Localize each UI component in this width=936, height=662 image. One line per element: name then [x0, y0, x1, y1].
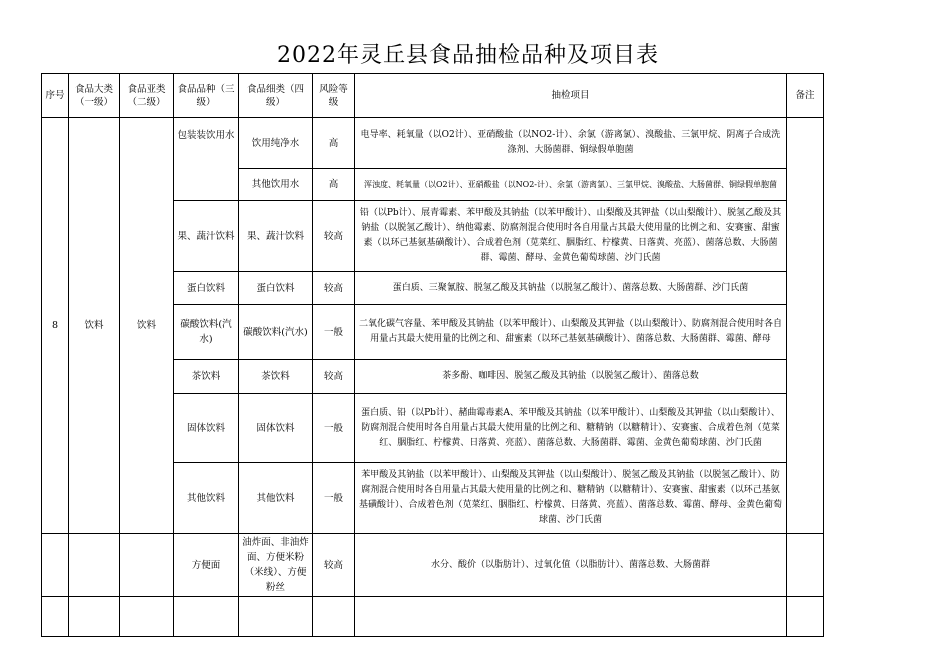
items-cell: 蛋白质、三聚氰胺、脱氢乙酸及其钠盐（以脱氢乙酸计）、菌落总数、大肠菌群、沙门氏菌 — [355, 272, 787, 305]
items-cell: 水分、酸价（以脂肪计）、过氧化值（以脂肪计）、菌落总数、大肠菌群 — [355, 534, 787, 597]
cat3-cell: 其他饮料 — [174, 463, 239, 534]
header-risk: 风险等级 — [313, 74, 355, 118]
items-cell: 茶多酚、咖啡因、脱氢乙酸及其钠盐（以脱氢乙酸计）、菌落总数 — [355, 360, 787, 394]
cat4-cell: 茶饮料 — [239, 360, 313, 394]
cat3-cell: 果、蔬汁饮料 — [174, 201, 239, 272]
cat3-cell — [174, 597, 239, 637]
risk-cell: 较高 — [313, 272, 355, 305]
cat1-cell: 饮料 — [69, 118, 120, 534]
items-cell: 浑浊度、耗氧量（以O2计）、亚硝酸盐（以NO2-计）、余氯（游离氯）、三氯甲烷、溴酸盐、大肠菌群、铜绿假单胞菌 — [355, 169, 787, 201]
items-cell: 铅（以Pb计）、展青霉素、苯甲酸及其钠盐（以苯甲酸计）、山梨酸及其钾盐（以山梨酸计）、脱氢乙酸及其钠盐（以脱氢乙酸计）、纳他霉素、防腐剂混合使用时各自用量占其最大使用量的比例之和、安赛蜜、甜蜜素（以环己基氨基磺酸计）、合成着色剂（苋菜红、胭脂红、柠檬黄、日落黄、亮蓝）、菌落总数、大肠菌群、霉菌、酵母、金黄色葡萄球菌、沙门氏菌 — [355, 201, 787, 272]
cat2-cell: 饮料 — [120, 118, 174, 534]
inspection-table — [41, 73, 824, 637]
cat4-cell: 饮用纯净水 — [239, 118, 313, 169]
cat4-cell: 其他饮用水 — [239, 169, 313, 201]
items-cell: 蛋白质、铅（以Pb计）、赭曲霉毒素A、苯甲酸及其钠盐（以苯甲酸计）、山梨酸及其钾盐（以山梨酸计）、防腐剂混合使用时各自用量占其最大使用量的比例之和、糖精钠（以糖精计）、安赛蜜、合成着色剂（苋菜红、胭脂红、柠檬黄、日落黄、亮蓝）、菌落总数、大肠菌群、霉菌、金黄色葡萄球菌、沙门氏菌 — [355, 394, 787, 463]
header-seq: 序号 — [42, 74, 69, 118]
header-cat3: 食品品种（三级） — [174, 74, 239, 118]
risk-cell: 较高 — [313, 534, 355, 597]
table-row — [42, 534, 824, 597]
header-row — [42, 74, 824, 118]
items-cell: 二氧化碳气容量、苯甲酸及其钠盐（以苯甲酸计）、山梨酸及其钾盐（以山梨酸计）、防腐剂混合使用时各自用量占其最大使用量的比例之和、甜蜜素（以环己基氨基磺酸计）、菌落总数、大肠菌群、霉菌、酵母 — [355, 305, 787, 360]
header-note: 备注 — [787, 74, 824, 118]
risk-cell: 高 — [313, 169, 355, 201]
cat1-cell — [69, 534, 120, 597]
cat4-cell: 碳酸饮料(汽水) — [239, 305, 313, 360]
cat4-cell: 果、蔬汁饮料 — [239, 201, 313, 272]
risk-cell: 较高 — [313, 201, 355, 272]
header-cat2: 食品亚类（二级） — [120, 74, 174, 118]
cat3-cell: 蛋白饮料 — [174, 272, 239, 305]
items-cell — [355, 597, 787, 637]
risk-cell: 一般 — [313, 394, 355, 463]
cat1-cell — [69, 597, 120, 637]
cat4-cell: 油炸面、非油炸面、方便米粉（米线）、方便粉丝 — [239, 534, 313, 597]
cat3-cell: 茶饮料 — [174, 360, 239, 394]
page-title: 2022年灵丘县食品抽检品种及项目表 — [277, 43, 659, 68]
risk-cell: 较高 — [313, 360, 355, 394]
header-cat1: 食品大类（一级） — [69, 74, 120, 118]
risk-cell: 一般 — [313, 463, 355, 534]
cat2-cell — [120, 534, 174, 597]
items-cell: 电导率、耗氧量（以O2计）、亚硝酸盐（以NO2-计）、余氯（游离氯）、溴酸盐、三氯甲烷、阴离子合成洗涤剂、大肠菌群、铜绿假单胞菌 — [355, 118, 787, 169]
table-row — [42, 118, 824, 169]
risk-cell: 高 — [313, 118, 355, 169]
seq-cell — [42, 534, 69, 597]
note-cell — [787, 118, 824, 534]
cat3-cell: 碳酸饮料(汽水) — [174, 305, 239, 360]
cat4-cell: 蛋白饮料 — [239, 272, 313, 305]
items-cell: 苯甲酸及其钠盐（以苯甲酸计）、山梨酸及其钾盐（以山梨酸计）、脱氢乙酸及其钠盐（以脱氢乙酸计）、防腐剂混合使用时各自用量占其最大使用量的比例之和、糖精钠（以糖精计）、安赛蜜、甜蜜素（以环己基氨基磺酸计）、合成着色剂（苋菜红、胭脂红、柠檬黄、日落黄、亮蓝）、菌落总数、霉菌、酵母、金黄色葡萄球菌、沙门氏菌 — [355, 463, 787, 534]
cat4-cell: 其他饮料 — [239, 463, 313, 534]
seq-cell — [42, 597, 69, 637]
note-cell — [787, 597, 824, 637]
cat4-cell — [239, 597, 313, 637]
cat3-cell: 包装装饮用水 — [174, 118, 239, 201]
cat2-cell — [120, 597, 174, 637]
cat3-cell: 固体饮料 — [174, 394, 239, 463]
table-row — [42, 597, 824, 637]
risk-cell — [313, 597, 355, 637]
note-cell — [787, 534, 824, 597]
seq-cell: 8 — [42, 118, 69, 534]
cat4-cell: 固体饮料 — [239, 394, 313, 463]
header-cat4: 食品细类（四级） — [239, 74, 313, 118]
risk-cell: 一般 — [313, 305, 355, 360]
header-items: 抽检项目 — [355, 74, 787, 118]
cat3-cell: 方便面 — [174, 534, 239, 597]
